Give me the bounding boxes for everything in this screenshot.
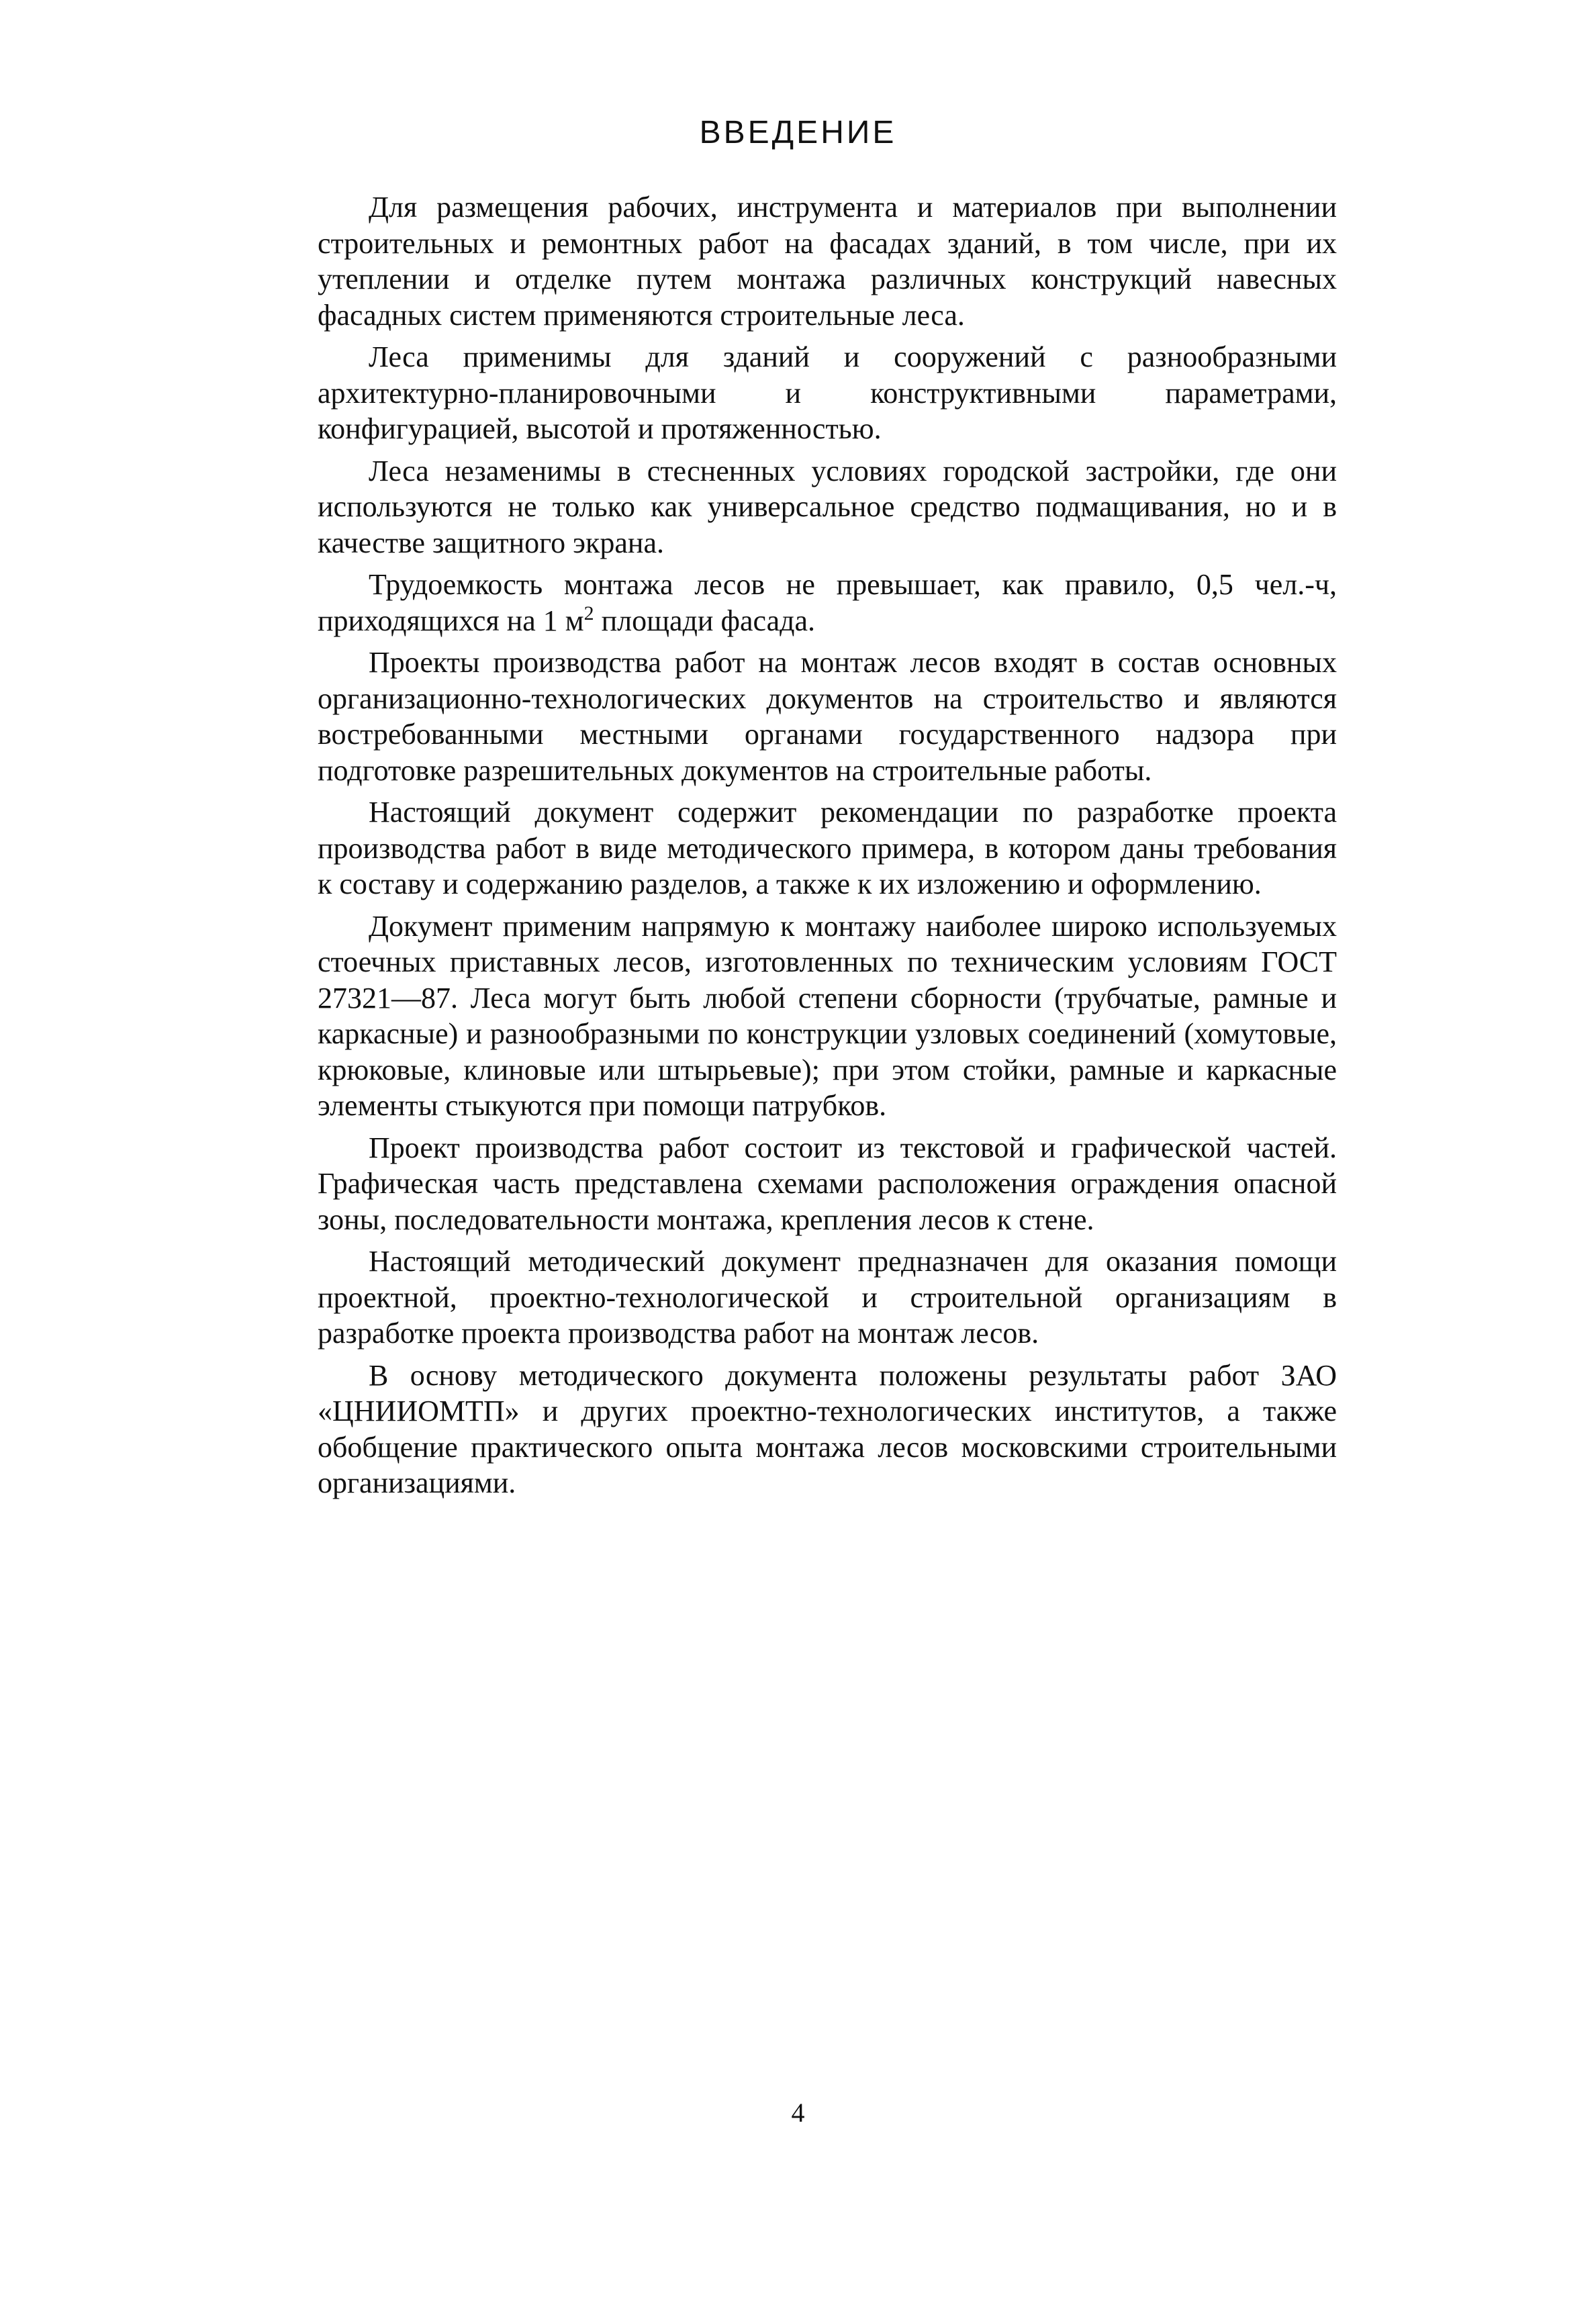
paragraph-scaffolding-purpose: Для размещения рабочих, инструмента и материалов при выполнении строительных и ремонтных работ на фасадах зданий, в том числе, при их утеплении и отделке путем монтажа различных конструкций навесных фасадных систем применяются строительные леса.: [318, 191, 1337, 332]
paragraph-document-purpose: Настоящий методический документ предназначен для оказания помощи проектной, проектно-технологической и строительной организациям в разработке проекта производства работ на монтаж лесов.: [318, 1245, 1337, 1350]
paragraph-labor-intensity: [318, 567, 1337, 639]
section-heading: ВВЕДЕНИЕ: [699, 115, 897, 150]
paragraph-urban-conditions: Леса незаменимы в стесненных условиях городской застройки, где они используются не только как универсальное средство подмащивания, но и в качестве защитного экрана.: [318, 454, 1337, 559]
page-number: 4: [791, 2098, 805, 2128]
paragraph-work-projects: Проекты производства работ на монтаж лесов входят в состав основных организационно-технологических документов на строительство и являются востребованными местными органами государственного надзора при подготовке разрешительных документов на строительные работы.: [318, 646, 1337, 787]
labor-superscript: 2: [583, 602, 594, 624]
labor-text-before: Трудоемкость монтажа лесов не превышает, как правило, 0,5 чел.-ч, приходящихся на 1 м: [318, 568, 1337, 637]
paragraph-scaffolding-applicability: Леса применимы для зданий и сооружений с разнообразными архитектурно-планировочными и конструктивными параметрами, конфигурацией, высотой и протяженностью.: [318, 340, 1337, 445]
paragraph-document-basis: В основу методического документа положены результаты работ ЗАО «ЦНИИОМТП» и других проектно-технологических институтов, а также обобщение практического опыта монтажа лесов московскими строительными организациями.: [318, 1358, 1337, 1499]
paragraph-document-scope: Документ применим напрямую к монтажу наиболее широко используемых стоечных приставных лесов, изготовленных по техническим условиям ГОСТ 27321—87. Леса могут быть любой степени сборности (трубчатые, рамные и каркасные) и разнообразными по конструкции узловых соединений (хомутовые, крюковые, клиновые или штырьевые); при этом стойки, рамные и каркасные элементы стыкуются при помощи патрубков.: [318, 909, 1337, 1122]
body-text: [318, 189, 1337, 1507]
paragraph-document-contents: Настоящий документ содержит рекомендации по разработке проекта производства работ в виде методического примера, в котором даны требования к составу и содержанию разделов, а также к их изложению и оформлению.: [318, 796, 1337, 900]
paragraph-project-structure: Проект производства работ состоит из текстовой и графической частей. Графическая часть представлена схемами расположения ограждения опасной зоны, последовательности монтажа, крепления лесов к стене.: [318, 1131, 1337, 1236]
labor-text-after: площади фасада.: [594, 604, 816, 637]
